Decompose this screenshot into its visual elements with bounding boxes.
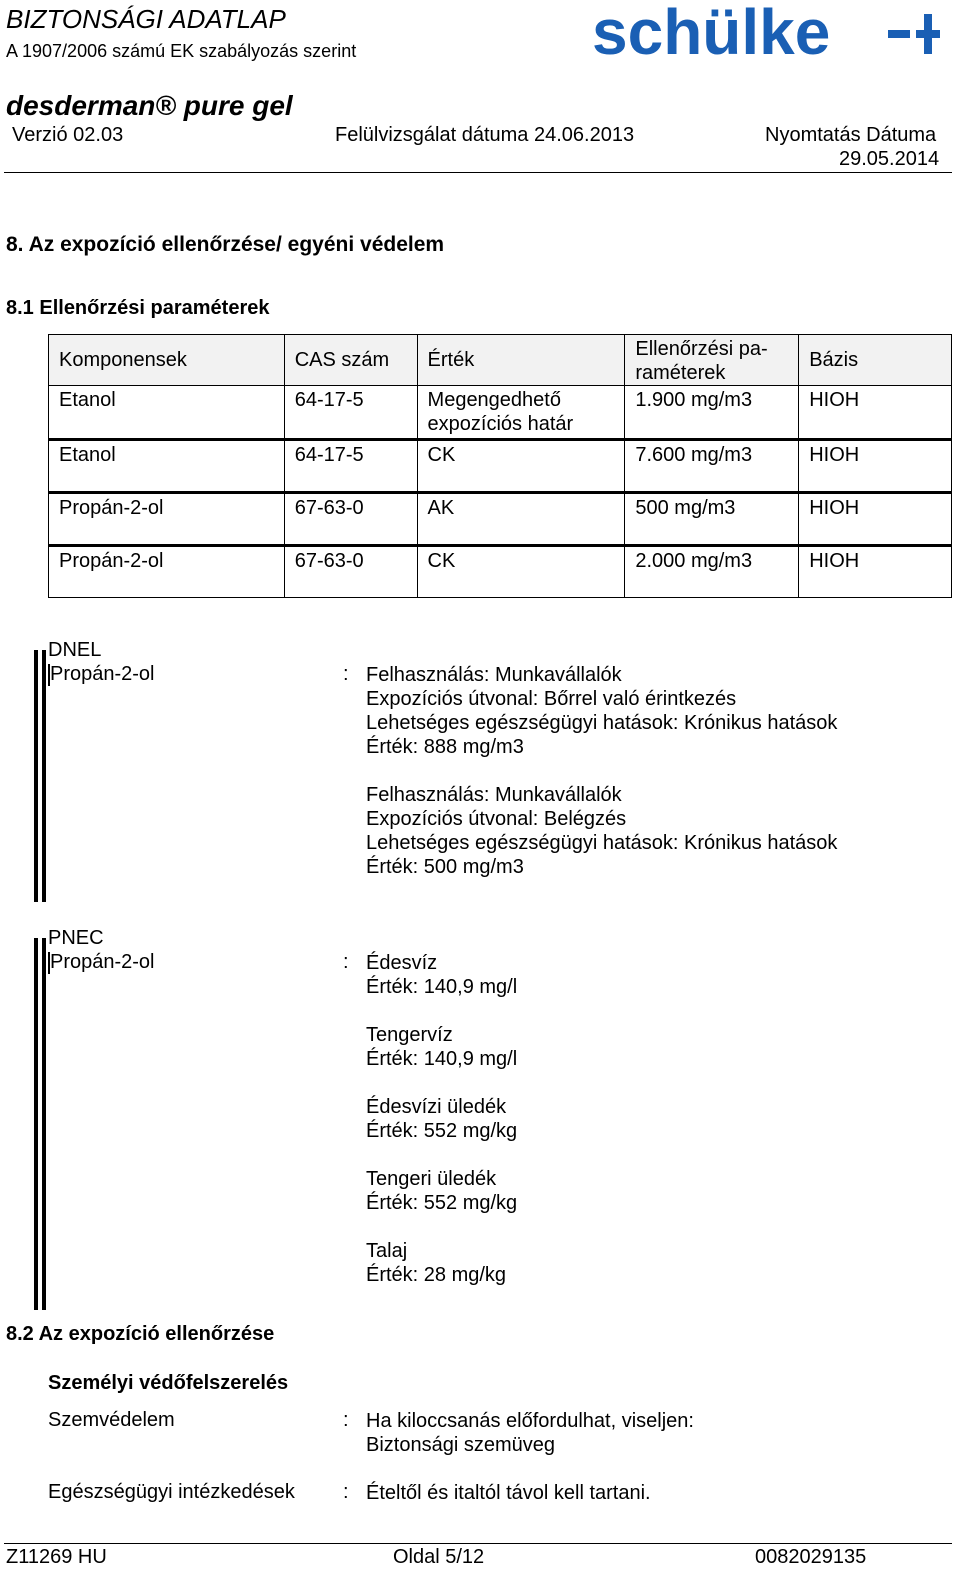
column-header: Ellenőrzési pa- raméterek xyxy=(625,335,799,386)
table-cell: 7.600 mg/m3 xyxy=(625,440,799,493)
pnec-line: Édesvízi üledék xyxy=(366,1096,507,1118)
table-cell: Propán-2-ol xyxy=(49,546,285,598)
table-row xyxy=(49,546,952,598)
print-date: 29.05.2014 xyxy=(839,148,940,170)
dnel-line: Expozíciós útvonal: Belégzés xyxy=(366,808,627,830)
eye-protection-colon: : xyxy=(343,1409,349,1431)
hygiene-text: Ételtől és italtól távol kell tartani. xyxy=(366,1482,651,1504)
table-cell: Etanol xyxy=(49,440,285,493)
pnec-block xyxy=(366,1167,517,1215)
pnec-line: Édesvíz xyxy=(366,952,438,974)
pnec-line: Érték: 140,9 mg/l xyxy=(366,1048,518,1070)
hygiene-label: Egészségügyi intézkedések xyxy=(48,1481,295,1503)
revision-bar xyxy=(42,938,46,1310)
pnec-substance: Propán-2-ol xyxy=(50,951,155,973)
dnel-line: Érték: 888 mg/m3 xyxy=(366,736,524,758)
revision-mark xyxy=(48,952,50,974)
table-header-row xyxy=(49,335,952,386)
table-cell: HIOH xyxy=(799,440,952,493)
revision-bar xyxy=(42,650,46,902)
eye-protection-line: Ha kiloccsanás előfordulhat, viseljen: xyxy=(366,1410,694,1432)
table-row xyxy=(49,386,952,440)
table-cell: Megengedhető expozíciós határ xyxy=(417,386,625,440)
table-row xyxy=(49,493,952,546)
table-cell: HIOH xyxy=(799,493,952,546)
table-cell: 67-63-0 xyxy=(284,546,417,598)
logo-text: schülke xyxy=(592,0,831,64)
revision-bar xyxy=(34,938,38,1310)
pnec-line: Tengervíz xyxy=(366,1024,453,1046)
column-header: Komponensek xyxy=(49,335,285,386)
footer-code: Z11269 HU xyxy=(6,1546,107,1568)
print-date-label: Nyomtatás Dátuma xyxy=(765,124,937,146)
dnel-label: DNEL xyxy=(48,639,102,661)
dnel-block-1 xyxy=(366,663,837,759)
hygiene-colon: : xyxy=(343,1481,349,1503)
pnec-block xyxy=(366,1095,517,1143)
pnec-block xyxy=(366,1239,506,1287)
table-cell: HIOH xyxy=(799,546,952,598)
pnec-line: Érték: 140,9 mg/l xyxy=(366,976,518,998)
table-cell: 67-63-0 xyxy=(284,493,417,546)
revision-mark xyxy=(48,664,50,686)
version: Verzió 02.03 xyxy=(12,124,124,146)
control-parameters-table xyxy=(48,334,952,598)
pnec-block xyxy=(366,1023,517,1071)
table-cell: CK xyxy=(417,440,625,493)
pnec-line: Tengeri üledék xyxy=(366,1168,497,1190)
table-cell: CK xyxy=(417,546,625,598)
pnec-label: PNEC xyxy=(48,927,104,949)
eye-protection-label: Szemvédelem xyxy=(48,1409,175,1431)
page-number: Oldal 5/12 xyxy=(393,1546,485,1568)
product-name: desderman® pure gel xyxy=(6,90,293,121)
ppe-title: Személyi védőfelszerelés xyxy=(48,1372,289,1394)
section-8-title: 8. Az expozíció ellenőrzése/ egyéni védelem xyxy=(6,233,445,256)
header-divider xyxy=(4,172,952,173)
section-8-2-title: 8.2 Az expozíció ellenőrzése xyxy=(6,1323,275,1345)
table-cell: HIOH xyxy=(799,386,952,440)
dnel-line: Felhasználás: Munkavállalók xyxy=(366,664,622,686)
footer-number: 0082029135 xyxy=(755,1546,867,1568)
column-header: Érték xyxy=(417,335,625,386)
table-cell: 1.900 mg/m3 xyxy=(625,386,799,440)
revision-date: Felülvizsgálat dátuma 24.06.2013 xyxy=(335,124,635,146)
dnel-colon: : xyxy=(343,663,349,685)
table-cell: 2.000 mg/m3 xyxy=(625,546,799,598)
footer-divider xyxy=(4,1543,952,1544)
dnel-line: Érték: 500 mg/m3 xyxy=(366,856,524,878)
table-cell: 64-17-5 xyxy=(284,386,417,440)
pnec-block xyxy=(366,951,517,999)
table-row xyxy=(49,440,952,493)
schulke-logo xyxy=(592,0,952,69)
table-cell: 500 mg/m3 xyxy=(625,493,799,546)
column-header: Bázis xyxy=(799,335,952,386)
dnel-line: Lehetséges egészségügyi hatások: Krónikus hatások xyxy=(366,832,838,854)
dnel-line: Felhasználás: Munkavállalók xyxy=(366,784,622,806)
dnel-substance: Propán-2-ol xyxy=(50,663,155,685)
table-cell: Propán-2-ol xyxy=(49,493,285,546)
pnec-colon: : xyxy=(343,951,349,973)
pnec-line: Érték: 552 mg/kg xyxy=(366,1120,518,1142)
regulation-subtitle: A 1907/2006 számú EK szabályozás szerint xyxy=(6,41,357,61)
eye-protection-line: Biztonsági szemüveg xyxy=(366,1434,555,1456)
pnec-line: Érték: 28 mg/kg xyxy=(366,1264,507,1286)
dnel-block-2 xyxy=(366,783,837,879)
dnel-line: Expozíciós útvonal: Bőrrel való érintkezés xyxy=(366,688,737,710)
pnec-line: Érték: 552 mg/kg xyxy=(366,1192,518,1214)
table-cell: Etanol xyxy=(49,386,285,440)
column-header: CAS szám xyxy=(284,335,417,386)
dnel-line: Lehetséges egészségügyi hatások: Krónikus hatások xyxy=(366,712,838,734)
table-cell: AK xyxy=(417,493,625,546)
revision-bar xyxy=(34,650,38,902)
eye-protection-text xyxy=(366,1409,694,1457)
document-title: BIZTONSÁGI ADATLAP xyxy=(6,4,286,34)
table-cell: 64-17-5 xyxy=(284,440,417,493)
pnec-line: Talaj xyxy=(366,1240,408,1262)
section-8-1-title: 8.1 Ellenőrzési paraméterek xyxy=(6,297,270,319)
